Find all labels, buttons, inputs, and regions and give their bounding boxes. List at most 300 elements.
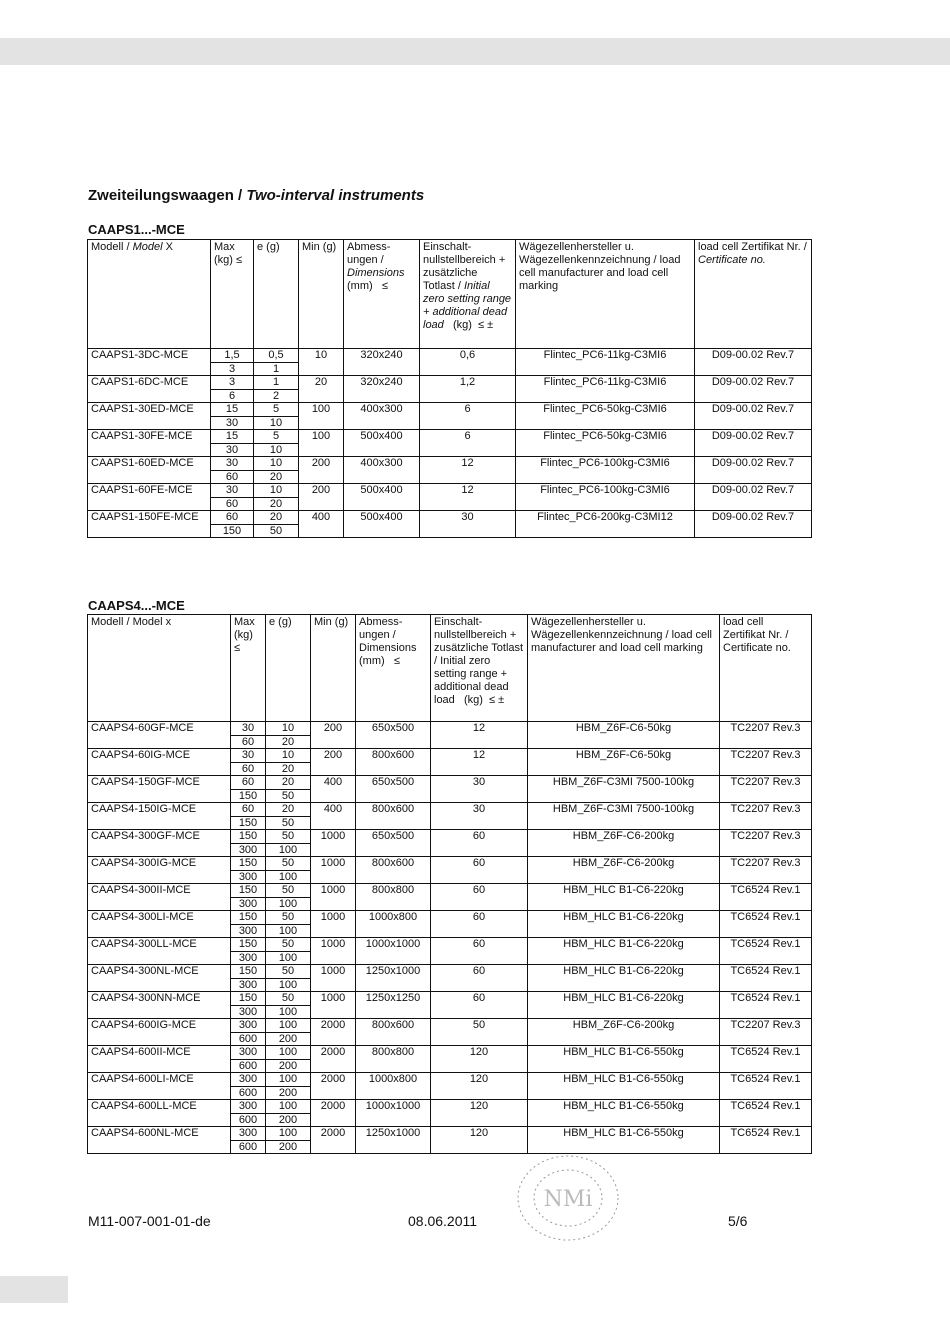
cell-min: 200 [299,484,344,511]
cell-max2: 60 [211,471,254,484]
cell-cell: Flintec_PC6-50kg-C3MI6 [516,403,695,430]
cell-model-blank [88,844,231,857]
cell-zero: 12 [431,749,528,776]
header-min: Min (g) [311,615,356,722]
cell-zero: 30 [431,776,528,803]
cell-e2: 100 [266,979,311,992]
cell-zero: 12 [420,484,516,511]
table-row [88,722,812,736]
cell-cert: TC6524 Rev.1 [720,965,812,992]
footer-date: 08.06.2011 [408,1213,478,1229]
cell-dims: 800x600 [356,857,431,884]
cell-model-blank [88,1006,231,1019]
cell-model-blank [88,1033,231,1046]
cell-min: 2000 [311,1019,356,1046]
cell-max1: 30 [231,722,266,736]
cell-max2: 300 [231,925,266,938]
cell-min: 10 [299,349,344,376]
cell-max2: 30 [211,417,254,430]
cell-model: CAAPS4-60GF-MCE [88,722,231,736]
cell-dims: 1250x1250 [356,992,431,1019]
cell-cert: TC6524 Rev.1 [720,1046,812,1073]
cell-model: CAAPS4-300NL-MCE [88,965,231,979]
cell-max1: 60 [231,803,266,817]
cell-model: CAAPS4-600NL-MCE [88,1127,231,1141]
cell-max1: 60 [231,776,266,790]
cell-max2: 600 [231,1141,266,1154]
cell-cell: HBM_Z6F-C6-200kg [528,857,720,884]
heading-de: Zweiteilungswaagen / [88,187,243,204]
cell-dims: 400x300 [344,403,420,430]
cell-e1: 20 [266,776,311,790]
cell-e1: 20 [266,803,311,817]
cell-dims: 400x300 [344,457,420,484]
cell-min: 1000 [311,992,356,1019]
cell-dims: 800x600 [356,1019,431,1046]
cell-model: CAAPS4-600LL-MCE [88,1100,231,1114]
cell-dims: 650x500 [356,776,431,803]
cell-zero: 60 [431,884,528,911]
cell-e1: 0,5 [254,349,299,363]
cell-model-blank [88,390,211,403]
cell-dims: 1000x1000 [356,1100,431,1127]
cell-cert: TC6524 Rev.1 [720,1073,812,1100]
cell-cert: TC6524 Rev.1 [720,938,812,965]
cell-cert: TC2207 Rev.3 [720,1019,812,1046]
cell-e1: 50 [266,965,311,979]
cell-min: 200 [311,749,356,776]
cell-e2: 20 [266,763,311,776]
cell-cell: HBM_HLC B1-C6-220kg [528,884,720,911]
table-row [88,776,812,790]
cell-max2: 300 [231,952,266,965]
table-row [88,1073,812,1087]
cell-e1: 50 [266,992,311,1006]
cell-dims: 320x240 [344,376,420,403]
cell-model-blank [88,1141,231,1154]
cell-model-blank [88,817,231,830]
table-row [88,857,812,871]
cell-cell: Flintec_PC6-200kg-C3MI12 [516,511,695,538]
table-row [88,403,812,417]
cell-cert: D09-00.02 Rev.7 [695,511,812,538]
cell-cell: Flintec_PC6-11kg-C3MI6 [516,349,695,376]
cell-e2: 100 [266,844,311,857]
cell-zero: 60 [431,857,528,884]
cell-cell: HBM_Z6F-C6-50kg [528,722,720,749]
cell-model-blank [88,736,231,749]
cell-cert: TC2207 Rev.3 [720,722,812,749]
table-row [88,830,812,844]
table-row [88,430,812,444]
cell-model-blank [88,979,231,992]
cell-zero: 1,2 [420,376,516,403]
cell-max1: 300 [231,1100,266,1114]
cell-cell: HBM_HLC B1-C6-550kg [528,1127,720,1154]
cell-e1: 100 [266,1073,311,1087]
cell-cert: TC6524 Rev.1 [720,992,812,1019]
cell-e2: 100 [266,1006,311,1019]
cell-min: 1000 [311,884,356,911]
cell-e1: 100 [266,1127,311,1141]
cell-zero: 30 [431,803,528,830]
cell-model: CAAPS1-30FE-MCE [88,430,211,444]
cell-model: CAAPS1-150FE-MCE [88,511,211,525]
cell-e1: 100 [266,1019,311,1033]
table-row [88,884,812,898]
cell-max2: 150 [231,817,266,830]
cell-dims: 500x400 [344,430,420,457]
cell-zero: 60 [431,911,528,938]
cell-dims: 320x240 [344,349,420,376]
cell-dims: 800x600 [356,803,431,830]
table-caaps1 [87,239,812,538]
table-row [88,749,812,763]
cell-max2: 150 [231,790,266,803]
cell-model-blank [88,1114,231,1127]
cell-model-blank [88,952,231,965]
cell-model: CAAPS1-3DC-MCE [88,349,211,363]
top-gray-bar [0,38,950,65]
cell-cell: Flintec_PC6-100kg-C3MI6 [516,484,695,511]
cell-max2: 300 [231,1006,266,1019]
cell-e2: 50 [266,790,311,803]
cell-max2: 150 [211,525,254,538]
bottom-gray-tab [0,1276,68,1303]
cell-min: 20 [299,376,344,403]
header-dims: Abmess-ungen / Dimensions (mm) ≤ [356,615,431,722]
cell-cert: D09-00.02 Rev.7 [695,457,812,484]
header-max: Max (kg) ≤ [211,240,254,349]
cell-dims: 800x800 [356,884,431,911]
cell-dims: 800x600 [356,749,431,776]
cell-min: 1000 [311,938,356,965]
table2-title: CAAPS4...-MCE [88,598,185,613]
header-model: Modell / Model X [88,240,211,349]
cell-e1: 100 [266,1100,311,1114]
cell-dims: 500x400 [344,484,420,511]
cell-dims: 1000x800 [356,1073,431,1100]
cell-min: 1000 [311,857,356,884]
cell-dims: 800x800 [356,1046,431,1073]
cell-e1: 100 [266,1046,311,1060]
stamp-text: NMi [543,1187,593,1212]
stamp-icon [510,1150,630,1250]
cell-min: 1000 [311,830,356,857]
cell-e2: 20 [254,498,299,511]
heading-en: Two-interval instruments [246,187,425,204]
cell-model: CAAPS4-300GF-MCE [88,830,231,844]
cell-e2: 200 [266,1033,311,1046]
cell-cert: TC6524 Rev.1 [720,911,812,938]
cell-e2: 2 [254,390,299,403]
cell-e2: 100 [266,952,311,965]
cell-dims: 650x500 [356,830,431,857]
cell-e1: 5 [254,403,299,417]
cell-cert: TC2207 Rev.3 [720,857,812,884]
cell-min: 2000 [311,1046,356,1073]
cell-max1: 30 [211,457,254,471]
cell-max2: 300 [231,979,266,992]
cell-dims: 1000x1000 [356,938,431,965]
cell-e1: 10 [254,457,299,471]
cell-model: CAAPS4-60IG-MCE [88,749,231,763]
cell-cell: HBM_HLC B1-C6-550kg [528,1073,720,1100]
cell-e1: 50 [266,857,311,871]
table1-title: CAAPS1...-MCE [88,222,185,237]
table-row [88,1100,812,1114]
cell-e2: 50 [266,817,311,830]
header-cell: Wägezellenhersteller u. Wägezellenkennzeichnung / load cell manufacturer and load cell marking [528,615,720,722]
cell-model-blank [88,1087,231,1100]
cell-min: 400 [311,776,356,803]
cell-cert: TC6524 Rev.1 [720,1127,812,1154]
cell-max1: 150 [231,965,266,979]
table-row [88,349,812,363]
cell-max1: 150 [231,857,266,871]
cell-model: CAAPS4-300NN-MCE [88,992,231,1006]
cell-max2: 300 [231,871,266,884]
cell-cert: TC2207 Rev.3 [720,803,812,830]
cell-e2: 100 [266,871,311,884]
table-row [88,965,812,979]
cell-min: 2000 [311,1127,356,1154]
table-row [88,911,812,925]
header-e: e (g) [254,240,299,349]
cell-e2: 200 [266,1114,311,1127]
table-row [88,484,812,498]
cell-max1: 15 [211,403,254,417]
cell-zero: 30 [420,511,516,538]
cell-zero: 60 [431,965,528,992]
cell-cert: TC2207 Rev.3 [720,830,812,857]
cell-min: 400 [311,803,356,830]
cell-max1: 150 [231,911,266,925]
cell-max2: 300 [231,898,266,911]
cell-model: CAAPS4-600IG-MCE [88,1019,231,1033]
cell-cell: HBM_Z6F-C3MI 7500-100kg [528,803,720,830]
cell-dims: 1250x1000 [356,965,431,992]
cell-e1: 50 [266,830,311,844]
cell-max1: 30 [211,484,254,498]
cell-cert: D09-00.02 Rev.7 [695,376,812,403]
cell-cert: TC2207 Rev.3 [720,749,812,776]
header-row [88,615,812,722]
cell-e2: 200 [266,1141,311,1154]
cell-e2: 10 [254,444,299,457]
cell-min: 200 [311,722,356,749]
cell-e1: 10 [254,484,299,498]
cell-cell: HBM_HLC B1-C6-220kg [528,911,720,938]
cell-cert: TC6524 Rev.1 [720,1100,812,1127]
header-model: Modell / Model x [88,615,231,722]
cell-cert: TC6524 Rev.1 [720,884,812,911]
cell-model-blank [88,898,231,911]
cell-dims: 1250x1000 [356,1127,431,1154]
cell-cell: Flintec_PC6-11kg-C3MI6 [516,376,695,403]
cell-max2: 6 [211,390,254,403]
table-row [88,1127,812,1141]
cell-max1: 150 [231,938,266,952]
cell-cert: D09-00.02 Rev.7 [695,349,812,376]
cell-min: 200 [299,457,344,484]
cell-model: CAAPS1-6DC-MCE [88,376,211,390]
cell-max1: 300 [231,1019,266,1033]
cell-min: 100 [299,430,344,457]
cell-e1: 20 [254,511,299,525]
cell-cell: Flintec_PC6-50kg-C3MI6 [516,430,695,457]
cell-max1: 30 [231,749,266,763]
cell-cell: HBM_Z6F-C6-200kg [528,1019,720,1046]
cell-zero: 120 [431,1073,528,1100]
header-dims: Abmess-ungen / Dimensions (mm) ≤ [344,240,420,349]
cell-model: CAAPS4-150GF-MCE [88,776,231,790]
cell-cell: HBM_HLC B1-C6-220kg [528,992,720,1019]
table-row [88,938,812,952]
cell-max2: 3 [211,363,254,376]
cell-model-blank [88,1060,231,1073]
cell-e1: 50 [266,884,311,898]
cell-max2: 60 [231,736,266,749]
cell-zero: 60 [431,938,528,965]
cell-model: CAAPS4-300LI-MCE [88,911,231,925]
cell-cell: HBM_Z6F-C6-50kg [528,749,720,776]
cell-e2: 200 [266,1060,311,1073]
cell-model: CAAPS4-600II-MCE [88,1046,231,1060]
cell-model-blank [88,471,211,484]
cell-max1: 60 [211,511,254,525]
cell-dims: 1000x800 [356,911,431,938]
cell-model-blank [88,498,211,511]
cell-min: 2000 [311,1100,356,1127]
cell-cell: Flintec_PC6-100kg-C3MI6 [516,457,695,484]
cell-e1: 50 [266,911,311,925]
table-row [88,457,812,471]
cell-model-blank [88,871,231,884]
cell-cell: HBM_HLC B1-C6-220kg [528,938,720,965]
table-row [88,1019,812,1033]
header-zero: Einschalt-nullstellbereich + zusätzliche Totlast / Initial zero setting range + additional dead load (kg) ≤ ± [431,615,528,722]
cell-max2: 600 [231,1087,266,1100]
cell-model: CAAPS1-60ED-MCE [88,457,211,471]
cell-model: CAAPS4-300II-MCE [88,884,231,898]
cell-model-blank [88,790,231,803]
table-row [88,511,812,525]
cell-zero: 12 [431,722,528,749]
cell-min: 1000 [311,965,356,992]
cell-model-blank [88,763,231,776]
cell-model: CAAPS4-300IG-MCE [88,857,231,871]
cell-max1: 15 [211,430,254,444]
cell-e2: 100 [266,898,311,911]
cell-zero: 0,6 [420,349,516,376]
cell-max2: 60 [211,498,254,511]
section-heading [88,187,424,204]
cell-min: 1000 [311,911,356,938]
cell-max2: 600 [231,1033,266,1046]
table-caaps4 [87,614,812,1154]
cell-e2: 200 [266,1087,311,1100]
header-cert: load cell Zertifikat Nr. / Certificate no. [720,615,812,722]
cell-dims: 500x400 [344,511,420,538]
cell-e1: 5 [254,430,299,444]
cell-max2: 600 [231,1114,266,1127]
cell-model-blank [88,525,211,538]
cell-zero: 6 [420,403,516,430]
cell-max2: 300 [231,844,266,857]
cell-cert: D09-00.02 Rev.7 [695,430,812,457]
cell-zero: 60 [431,830,528,857]
header-row [88,240,812,349]
cell-max2: 600 [231,1060,266,1073]
header-zero: Einschalt-nullstellbereich + zusätzliche Totlast / Initial zero setting range + additional dead load (kg) ≤ ± [420,240,516,349]
cell-max1: 300 [231,1046,266,1060]
header-cert: load cell Zertifikat Nr. / Certificate no. [695,240,812,349]
cell-min: 400 [299,511,344,538]
cell-cell: HBM_Z6F-C6-200kg [528,830,720,857]
cell-e2: 50 [254,525,299,538]
cell-zero: 12 [420,457,516,484]
cell-min: 2000 [311,1073,356,1100]
cell-cert: TC2207 Rev.3 [720,776,812,803]
table-row [88,803,812,817]
cell-cell: HBM_Z6F-C3MI 7500-100kg [528,776,720,803]
cell-max1: 150 [231,992,266,1006]
header-cell: Wägezellenhersteller u. Wägezellenkennzeichnung / load cell manufacturer and load cell marking [516,240,695,349]
cell-model: CAAPS4-150IG-MCE [88,803,231,817]
cell-e1: 10 [266,722,311,736]
header-min: Min (g) [299,240,344,349]
cell-max2: 60 [231,763,266,776]
table-row [88,376,812,390]
cell-e2: 1 [254,363,299,376]
cell-max2: 30 [211,444,254,457]
cell-zero: 120 [431,1100,528,1127]
cell-zero: 120 [431,1127,528,1154]
cell-min: 100 [299,403,344,430]
cell-zero: 50 [431,1019,528,1046]
cell-model-blank [88,444,211,457]
footer-docno: M11-007-001-01-de [88,1213,211,1229]
cell-max1: 150 [231,830,266,844]
cell-model-blank [88,363,211,376]
cell-zero: 60 [431,992,528,1019]
cell-e2: 10 [254,417,299,430]
cell-cert: D09-00.02 Rev.7 [695,484,812,511]
footer-page: 5/6 [728,1213,748,1229]
cell-e2: 20 [266,736,311,749]
cell-e1: 10 [266,749,311,763]
cell-max1: 150 [231,884,266,898]
cell-model: CAAPS4-300LL-MCE [88,938,231,952]
table-row [88,992,812,1006]
cell-cert: D09-00.02 Rev.7 [695,403,812,430]
cell-model: CAAPS4-600LI-MCE [88,1073,231,1087]
cell-max1: 300 [231,1073,266,1087]
cell-model: CAAPS1-30ED-MCE [88,403,211,417]
cell-model-blank [88,417,211,430]
cell-max1: 300 [231,1127,266,1141]
cell-cell: HBM_HLC B1-C6-550kg [528,1046,720,1073]
cell-model: CAAPS1-60FE-MCE [88,484,211,498]
cell-max1: 3 [211,376,254,390]
table-row [88,1046,812,1060]
cell-e1: 50 [266,938,311,952]
cell-dims: 650x500 [356,722,431,749]
cell-cell: HBM_HLC B1-C6-550kg [528,1100,720,1127]
cell-e1: 1 [254,376,299,390]
header-e: e (g) [266,615,311,722]
